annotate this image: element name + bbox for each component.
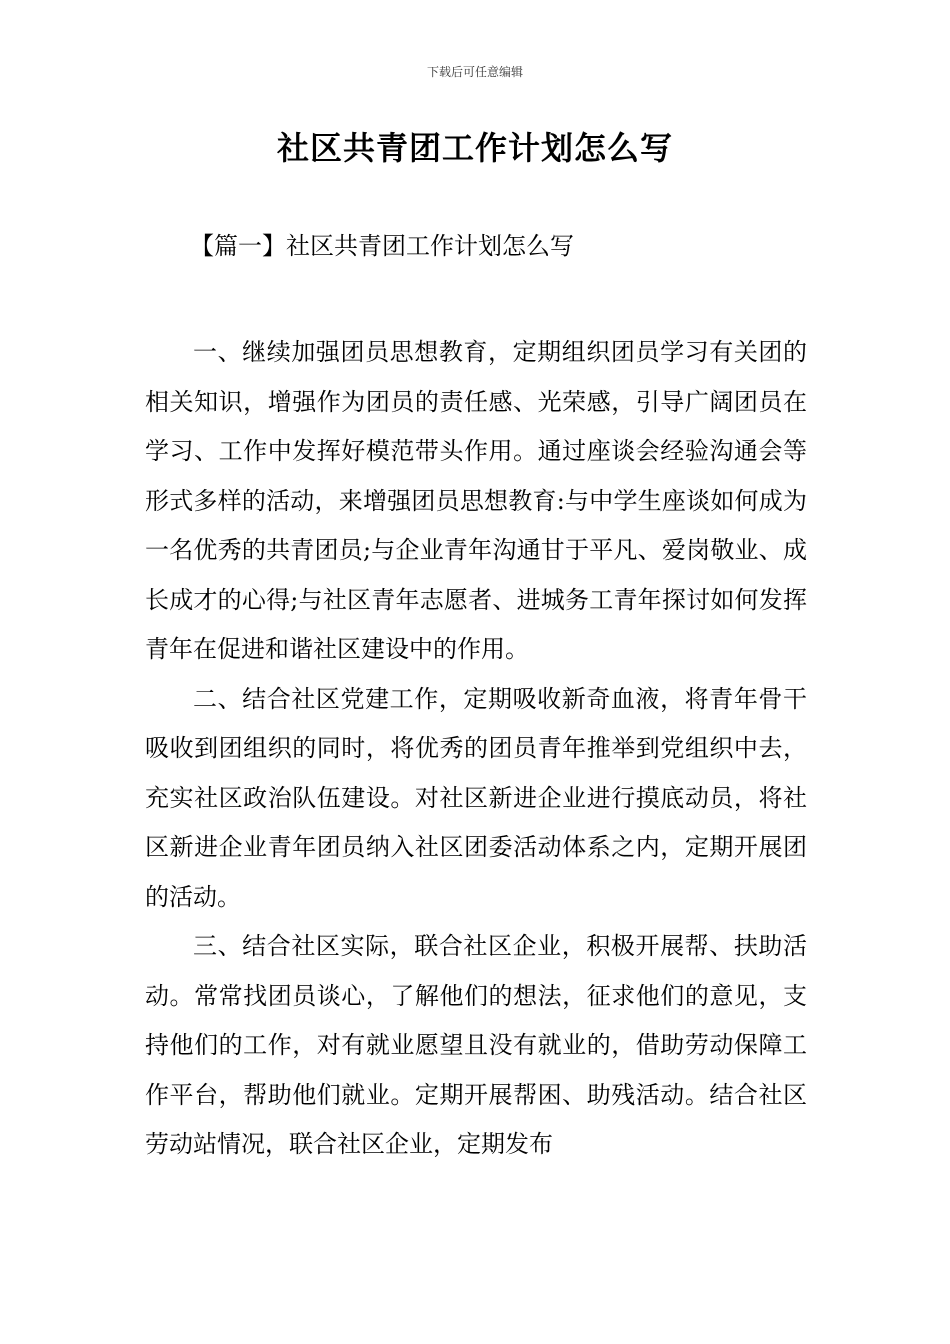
document-title: 社区共青团工作计划怎么写 xyxy=(276,129,673,167)
header-note: 下载后可任意编辑 xyxy=(426,65,523,79)
paragraph-3: 三、结合社区实际，联合社区企业，积极开展帮、扶助活动。常常找团员谈心，了解他们的想法，征求他们的意见，支持他们的工作，对有就业愿望且没有就业的，借助劳动保障工作平台，帮助他们就业。定期开展帮困、助残活动。结合社区劳动站情况，联合社区企业，定期发布 xyxy=(145,932,807,1158)
body-text xyxy=(145,328,807,1170)
paragraph-1: 一、继续加强团员思想教育，定期组织团员学习有关团的相关知识，增强作为团员的责任感、光荣感，引导广阔团员在学习、工作中发挥好模范带头作用。通过座谈会经验沟通会等形式多样的活动，来增强团员思想教育:与中学生座谈如何成为一名优秀的共青团员;与企业青年沟通甘于平凡、爱岗敬业、成长成才的心得;与社区青年志愿者、进城务工青年探讨如何发挥青年在促进和谐社区建设中的作用。 xyxy=(145,338,807,663)
section-heading: 【篇一】社区共青团工作计划怎么写 xyxy=(190,232,574,260)
paragraph-2: 二、结合社区党建工作，定期吸收新奇血液，将青年骨干吸收到团组织的同时，将优秀的团员青年推举到党组织中去，充实社区政治队伍建设。对社区新进企业进行摸底动员，将社区新进企业青年团员纳入社区团委活动体系之内，定期开展团的活动。 xyxy=(145,684,807,911)
